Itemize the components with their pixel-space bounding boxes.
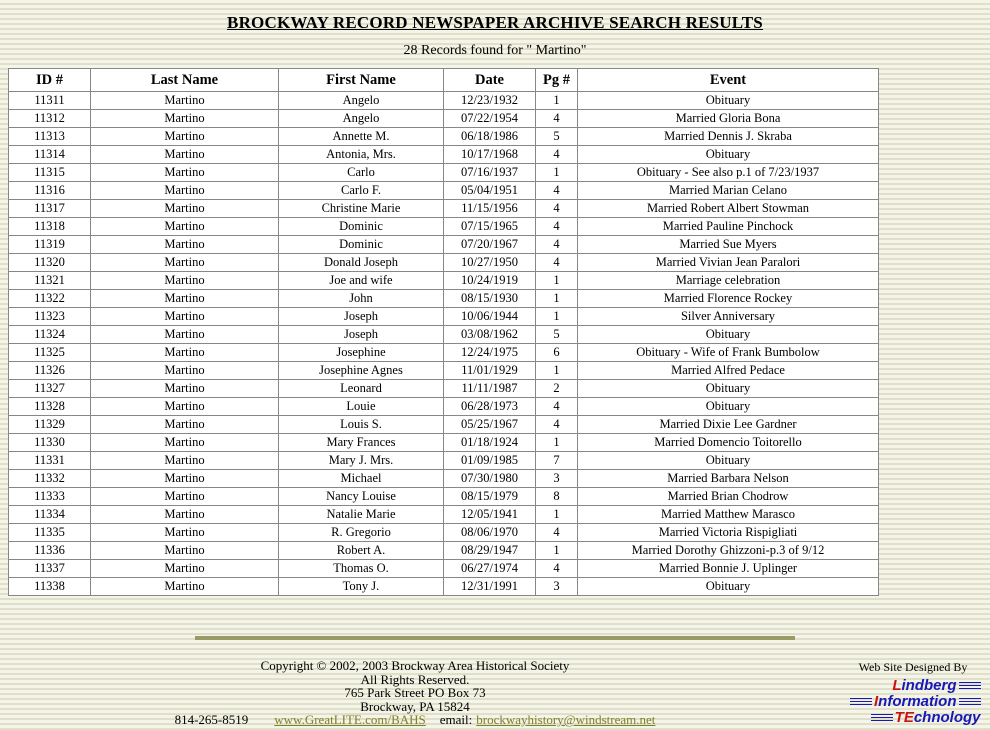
cell-event: Married Barbara Nelson: [578, 470, 879, 488]
table-row: [9, 110, 879, 128]
cell-first-name: Angelo: [279, 92, 444, 110]
cell-date: 10/06/1944: [444, 308, 536, 326]
cell-pg: 1: [536, 506, 578, 524]
cell-first-name: Dominic: [279, 218, 444, 236]
cell-date: 08/15/1979: [444, 488, 536, 506]
cell-pg: 1: [536, 272, 578, 290]
cell-pg: 1: [536, 290, 578, 308]
cell-id: 11317: [9, 200, 91, 218]
cell-first-name: Dominic: [279, 236, 444, 254]
cell-event: Obituary: [578, 380, 879, 398]
logo-word: TEchnology: [894, 709, 981, 726]
cell-date: 12/24/1975: [444, 344, 536, 362]
cell-last-name: Martino: [91, 164, 279, 182]
cell-event: Married Marian Celano: [578, 182, 879, 200]
cell-last-name: Martino: [91, 92, 279, 110]
table-row: [9, 488, 879, 506]
table-row: [9, 524, 879, 542]
column-header-first-name: First Name: [279, 69, 444, 92]
cell-pg: 3: [536, 578, 578, 596]
cell-date: 06/27/1974: [444, 560, 536, 578]
cell-date: 12/05/1941: [444, 506, 536, 524]
cell-date: 07/20/1967: [444, 236, 536, 254]
cell-pg: 1: [536, 308, 578, 326]
logo-speed-lines-icon: [959, 698, 981, 707]
cell-event: Obituary: [578, 452, 879, 470]
cell-id: 11327: [9, 380, 91, 398]
logo-speed-lines-icon: [959, 682, 981, 691]
table-row: [9, 92, 879, 110]
table-row: [9, 344, 879, 362]
table-row: [9, 578, 879, 596]
cell-first-name: Carlo: [279, 164, 444, 182]
cell-pg: 4: [536, 182, 578, 200]
cell-id: 11315: [9, 164, 91, 182]
table-row: [9, 326, 879, 344]
cell-first-name: Joseph: [279, 308, 444, 326]
cell-event: Obituary: [578, 326, 879, 344]
cell-pg: 6: [536, 344, 578, 362]
phone-number: 814-265-8519: [174, 712, 249, 727]
cell-id: 11333: [9, 488, 91, 506]
cell-last-name: Martino: [91, 128, 279, 146]
cell-pg: 4: [536, 398, 578, 416]
cell-date: 07/30/1980: [444, 470, 536, 488]
cell-event: Married Robert Albert Stowman: [578, 200, 879, 218]
cell-event: Married Victoria Rispigliati: [578, 524, 879, 542]
cell-first-name: Antonia, Mrs.: [279, 146, 444, 164]
cell-last-name: Martino: [91, 200, 279, 218]
cell-id: 11321: [9, 272, 91, 290]
cell-first-name: Josephine: [279, 344, 444, 362]
cell-id: 11318: [9, 218, 91, 236]
cell-last-name: Martino: [91, 416, 279, 434]
table-row: [9, 146, 879, 164]
table-row: [9, 380, 879, 398]
logo-row: [850, 710, 981, 726]
email-link[interactable]: brockwayhistory@windstream.net: [476, 712, 656, 727]
cell-date: 11/01/1929: [444, 362, 536, 380]
table-row: [9, 434, 879, 452]
cell-last-name: Martino: [91, 470, 279, 488]
table-row: [9, 506, 879, 524]
cell-pg: 4: [536, 110, 578, 128]
cell-pg: 1: [536, 542, 578, 560]
cell-event: Married Matthew Marasco: [578, 506, 879, 524]
cell-last-name: Martino: [91, 308, 279, 326]
cell-id: 11328: [9, 398, 91, 416]
cell-first-name: Michael: [279, 470, 444, 488]
table-row: [9, 398, 879, 416]
cell-last-name: Martino: [91, 344, 279, 362]
cell-pg: 4: [536, 416, 578, 434]
cell-date: 11/11/1987: [444, 380, 536, 398]
cell-id: 11326: [9, 362, 91, 380]
cell-first-name: Mary Frances: [279, 434, 444, 452]
cell-date: 10/17/1968: [444, 146, 536, 164]
table-row: [9, 542, 879, 560]
cell-event: Obituary - See also p.1 of 7/23/1937: [578, 164, 879, 182]
table-row: [9, 218, 879, 236]
logo-word: Lindberg: [892, 677, 957, 694]
column-header-last-name: Last Name: [91, 69, 279, 92]
cell-last-name: Martino: [91, 434, 279, 452]
column-header-id: ID #: [9, 69, 91, 92]
cell-id: 11334: [9, 506, 91, 524]
cell-id: 11338: [9, 578, 91, 596]
cell-event: Married Alfred Pedace: [578, 362, 879, 380]
cell-last-name: Martino: [91, 218, 279, 236]
cell-event: Marriage celebration: [578, 272, 879, 290]
cell-date: 10/24/1919: [444, 272, 536, 290]
cell-event: Married Florence Rockey: [578, 290, 879, 308]
cell-date: 06/18/1986: [444, 128, 536, 146]
cell-id: 11335: [9, 524, 91, 542]
cell-first-name: John: [279, 290, 444, 308]
table-row: [9, 416, 879, 434]
cell-id: 11312: [9, 110, 91, 128]
cell-event: Obituary - Wife of Frank Bumbolow: [578, 344, 879, 362]
cell-first-name: Christine Marie: [279, 200, 444, 218]
cell-date: 08/15/1930: [444, 290, 536, 308]
cell-last-name: Martino: [91, 578, 279, 596]
table-row: [9, 308, 879, 326]
cell-id: 11324: [9, 326, 91, 344]
copyright-line: Copyright © 2002, 2003 Brockway Area Historical Society: [260, 658, 570, 673]
cell-event: Obituary: [578, 92, 879, 110]
cell-id: 11313: [9, 128, 91, 146]
cell-pg: 4: [536, 200, 578, 218]
address-line-2: Brockway, PA 15824: [360, 698, 470, 714]
cell-first-name: Carlo F.: [279, 182, 444, 200]
cell-id: 11323: [9, 308, 91, 326]
designer-label: Web Site Designed By: [858, 660, 968, 674]
table-row: [9, 470, 879, 488]
cell-pg: 1: [536, 362, 578, 380]
logo-row: [850, 694, 981, 710]
logo-word: Information: [874, 693, 957, 710]
cell-event: Married Dennis J. Skraba: [578, 128, 879, 146]
column-header-pg: Pg #: [536, 69, 578, 92]
cell-event: Obituary: [578, 398, 879, 416]
cell-first-name: Josephine Agnes: [279, 362, 444, 380]
cell-pg: 8: [536, 488, 578, 506]
cell-first-name: Nancy Louise: [279, 488, 444, 506]
cell-first-name: Louis S.: [279, 416, 444, 434]
cell-event: Married Sue Myers: [578, 236, 879, 254]
cell-last-name: Martino: [91, 524, 279, 542]
cell-event: Married Domencio Toitorello: [578, 434, 879, 452]
cell-last-name: Martino: [91, 452, 279, 470]
cell-date: 05/25/1967: [444, 416, 536, 434]
contact-line: [0, 713, 830, 727]
cell-last-name: Martino: [91, 560, 279, 578]
cell-last-name: Martino: [91, 272, 279, 290]
cell-pg: 2: [536, 380, 578, 398]
cell-pg: 1: [536, 92, 578, 110]
cell-event: Married Bonnie J. Uplinger: [578, 560, 879, 578]
cell-last-name: Martino: [91, 362, 279, 380]
cell-pg: 1: [536, 164, 578, 182]
table-row: [9, 290, 879, 308]
table-row: [9, 236, 879, 254]
cell-last-name: Martino: [91, 506, 279, 524]
cell-id: 11331: [9, 452, 91, 470]
cell-date: 01/18/1924: [444, 434, 536, 452]
cell-last-name: Martino: [91, 488, 279, 506]
table-row: [9, 272, 879, 290]
cell-id: 11320: [9, 254, 91, 272]
cell-event: Silver Anniversary: [578, 308, 879, 326]
cell-last-name: Martino: [91, 146, 279, 164]
cell-last-name: Martino: [91, 254, 279, 272]
cell-date: 06/28/1973: [444, 398, 536, 416]
column-header-event: Event: [578, 69, 879, 92]
cell-id: 11330: [9, 434, 91, 452]
cell-id: 11322: [9, 290, 91, 308]
table-row: [9, 452, 879, 470]
cell-pg: 4: [536, 254, 578, 272]
cell-first-name: Annette M.: [279, 128, 444, 146]
cell-first-name: Tony J.: [279, 578, 444, 596]
cell-first-name: Robert A.: [279, 542, 444, 560]
cell-id: 11332: [9, 470, 91, 488]
cell-pg: 4: [536, 560, 578, 578]
cell-first-name: Leonard: [279, 380, 444, 398]
cell-date: 07/15/1965: [444, 218, 536, 236]
cell-first-name: Angelo: [279, 110, 444, 128]
cell-id: 11336: [9, 542, 91, 560]
cell-first-name: Natalie Marie: [279, 506, 444, 524]
table-header-row: [9, 69, 879, 92]
cell-last-name: Martino: [91, 182, 279, 200]
cell-event: Obituary: [578, 578, 879, 596]
website-link[interactable]: www.GreatLITE.com/BAHS: [274, 712, 426, 727]
lindberg-information-technology-logo[interactable]: [850, 678, 981, 726]
cell-last-name: Martino: [91, 542, 279, 560]
cell-pg: 4: [536, 146, 578, 164]
cell-id: 11316: [9, 182, 91, 200]
results-count: 28 Records found for " Martino": [403, 43, 587, 58]
cell-event: Obituary: [578, 146, 879, 164]
cell-pg: 3: [536, 470, 578, 488]
footer-divider: [195, 636, 795, 640]
cell-first-name: Thomas O.: [279, 560, 444, 578]
designer-credit: [850, 660, 981, 728]
table-row: [9, 254, 879, 272]
cell-pg: 4: [536, 218, 578, 236]
cell-last-name: Martino: [91, 236, 279, 254]
cell-id: 11337: [9, 560, 91, 578]
cell-id: 11319: [9, 236, 91, 254]
cell-pg: 7: [536, 452, 578, 470]
cell-last-name: Martino: [91, 326, 279, 344]
page-title: BROCKWAY RECORD NEWSPAPER ARCHIVE SEARCH RESULTS: [227, 13, 763, 32]
cell-id: 11314: [9, 146, 91, 164]
cell-event: Married Brian Chodrow: [578, 488, 879, 506]
cell-last-name: Martino: [91, 398, 279, 416]
cell-date: 03/08/1962: [444, 326, 536, 344]
cell-last-name: Martino: [91, 290, 279, 308]
table-row: [9, 128, 879, 146]
cell-date: 07/16/1937: [444, 164, 536, 182]
logo-row: [850, 678, 981, 694]
logo-speed-lines-icon: [850, 698, 872, 707]
cell-date: 11/15/1956: [444, 200, 536, 218]
cell-first-name: R. Gregorio: [279, 524, 444, 542]
cell-first-name: Donald Joseph: [279, 254, 444, 272]
cell-event: Married Pauline Pinchock: [578, 218, 879, 236]
email-label: email:: [439, 712, 473, 727]
table-row: [9, 200, 879, 218]
cell-pg: 1: [536, 434, 578, 452]
cell-id: 11329: [9, 416, 91, 434]
table-row: [9, 560, 879, 578]
cell-pg: 4: [536, 236, 578, 254]
cell-date: 10/27/1950: [444, 254, 536, 272]
cell-pg: 5: [536, 128, 578, 146]
address-line-1: 765 Park Street PO Box 73: [344, 685, 486, 700]
cell-date: 12/23/1932: [444, 92, 536, 110]
cell-event: Married Dixie Lee Gardner: [578, 416, 879, 434]
cell-first-name: Joseph: [279, 326, 444, 344]
cell-date: 12/31/1991: [444, 578, 536, 596]
table-row: [9, 164, 879, 182]
column-header-date: Date: [444, 69, 536, 92]
cell-event: Married Gloria Bona: [578, 110, 879, 128]
cell-date: 08/29/1947: [444, 542, 536, 560]
cell-date: 07/22/1954: [444, 110, 536, 128]
cell-pg: 4: [536, 524, 578, 542]
table-row: [9, 362, 879, 380]
cell-last-name: Martino: [91, 110, 279, 128]
cell-id: 11325: [9, 344, 91, 362]
cell-last-name: Martino: [91, 380, 279, 398]
rights-line: All Rights Reserved.: [360, 671, 470, 687]
cell-event: Married Vivian Jean Paralori: [578, 254, 879, 272]
footer: [0, 636, 990, 727]
logo-speed-lines-icon: [871, 714, 893, 723]
cell-date: 01/09/1985: [444, 452, 536, 470]
cell-id: 11311: [9, 92, 91, 110]
cell-date: 05/04/1951: [444, 182, 536, 200]
cell-pg: 5: [536, 326, 578, 344]
cell-date: 08/06/1970: [444, 524, 536, 542]
cell-first-name: Mary J. Mrs.: [279, 452, 444, 470]
footer-text: [0, 659, 830, 727]
cell-first-name: Joe and wife: [279, 272, 444, 290]
cell-first-name: Louie: [279, 398, 444, 416]
cell-event: Married Dorothy Ghizzoni-p.3 of 9/12: [578, 542, 879, 560]
table-row: [9, 182, 879, 200]
results-table: [8, 68, 879, 596]
